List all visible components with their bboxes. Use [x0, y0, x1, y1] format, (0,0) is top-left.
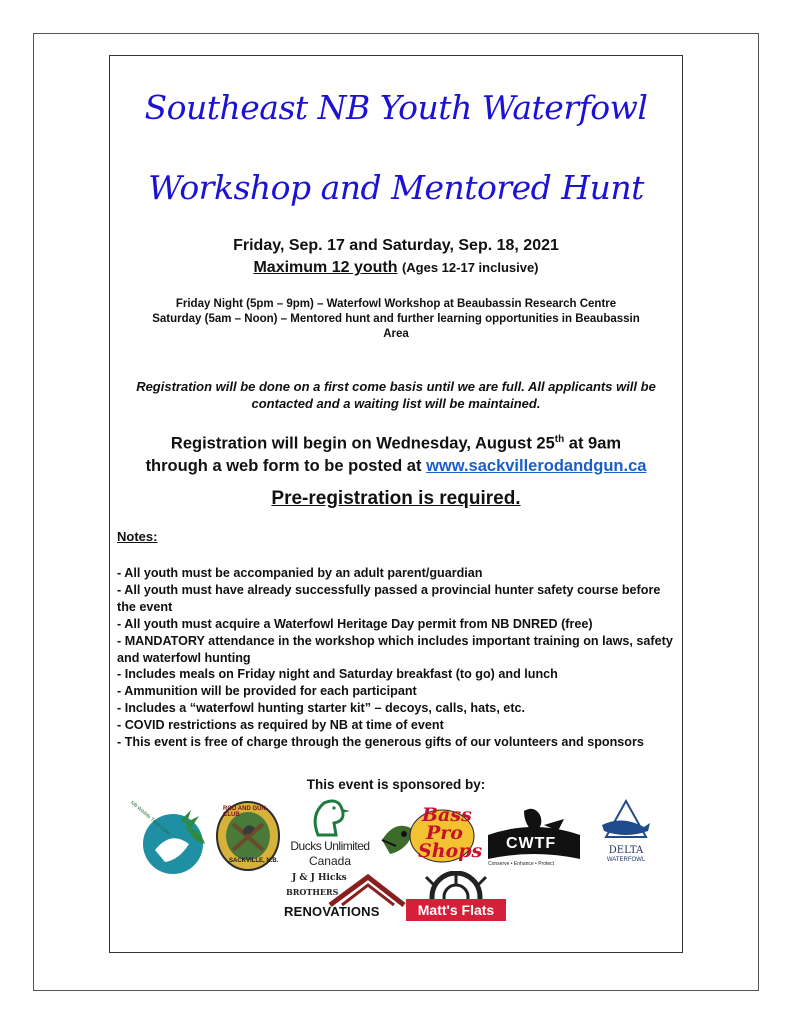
matts-flats-logo — [406, 871, 506, 921]
delta-name: DELTA — [608, 845, 644, 856]
hicks-line-3: RENOVATIONS — [284, 904, 380, 919]
list-item: - COVID restrictions as required by NB at time of event — [117, 718, 444, 733]
ducks-unlimited-logo — [280, 795, 380, 873]
title-line-2: Workshop and Mentored Hunt — [148, 168, 644, 207]
registration-time: at 9am — [564, 434, 622, 453]
pro-word: Pro — [426, 822, 463, 844]
age-range: (Ages 12-17 inclusive) — [401, 260, 539, 275]
cwtf-tagline: Conserve • Enhance • Protect — [488, 861, 555, 867]
friday-schedule: Friday Night (5pm – 9pm) – Waterfowl Workshop at Beaubassin Research Centre — [175, 298, 617, 310]
delta-waterfowl-logo — [592, 797, 660, 869]
list-item: - This event is free of charge through the generous gifts of our volunteers and sponsors — [117, 735, 644, 750]
registration-begin-text: Registration will begin on Wednesday, August 25 — [170, 434, 555, 453]
list-item: - All youth must acquire a Waterfowl Heritage Day permit from NB DNRED (free) — [117, 616, 593, 631]
preregistration-required: Pre-registration is required. — [271, 488, 521, 509]
hicks-line-2: BROTHERS — [286, 887, 339, 897]
ordinal-suffix: th — [554, 434, 565, 445]
list-item: - All youth must be accompanied by an adult parent/guardian — [117, 566, 483, 580]
list-item: - MANDATORY attendance in the workshop which includes important training on laws, safety and waterfowl hunting — [117, 633, 673, 665]
bass-word: Bass — [422, 804, 472, 826]
max-youth-line — [109, 259, 683, 277]
schedule — [109, 297, 683, 342]
delta-sub: WATERFOWL — [606, 857, 646, 863]
title-line-1: Southeast NB Youth Waterfowl — [144, 88, 648, 127]
rod-gun-club-top: ROD AND GUN CLUB — [223, 806, 266, 818]
bass-pro-shops-logo — [378, 800, 483, 872]
notes-heading: Notes: — [117, 529, 158, 544]
sponsor-logos — [110, 795, 682, 925]
registration-begin — [109, 429, 683, 477]
sponsors-heading: This event is sponsored by: — [306, 777, 486, 792]
hicks-line-1: J & J Hicks — [292, 873, 347, 883]
cwtf-name: CWTF — [506, 835, 557, 852]
shops-word: Shops — [418, 840, 483, 862]
list-item: - All youth must have already successfully passed a provincial hunter safety course before the event — [117, 582, 661, 614]
rod-gun-club-bottom: SACKVILLE, N.B. — [229, 858, 279, 864]
max-youth: Maximum 12 youth — [253, 259, 398, 276]
hicks-renovations-logo — [282, 871, 406, 923]
event-dates: Friday, Sep. 17 and Saturday, Sep. 18, 2021 — [233, 237, 559, 254]
notes-list — [117, 565, 673, 751]
website-link[interactable]: www.sackvillerodandgun.ca — [426, 456, 647, 475]
matts-flats-name: Matt's Flats — [406, 899, 506, 921]
registration-through: through a web form to be posted at — [145, 456, 427, 475]
registration-note: Registration will be done on a first come basis until we are full. All applicants will be contacted and a waiting list will be maintained. — [136, 379, 656, 411]
ducks-unlimited-name: Ducks Unlimited — [290, 839, 370, 853]
list-item: - Includes meals on Friday night and Saturday breakfast (to go) and lunch — [117, 667, 558, 682]
wildlife-trust-logo — [125, 800, 217, 880]
cwtf-logo — [484, 805, 584, 871]
wildlife-trust-name: NB Wildlife Trust Fund — [129, 800, 172, 837]
list-item: - Includes a “waterfowl hunting starter kit” – decoys, calls, hats, etc. — [117, 701, 526, 716]
ducks-unlimited-country: Canada — [308, 854, 352, 868]
saturday-schedule: Saturday (5am – Noon) – Mentored hunt and further learning opportunities in Beaubassin Area — [152, 313, 640, 340]
rod-gun-club-logo — [215, 800, 281, 872]
list-item: - Ammunition will be provided for each participant — [117, 684, 417, 699]
